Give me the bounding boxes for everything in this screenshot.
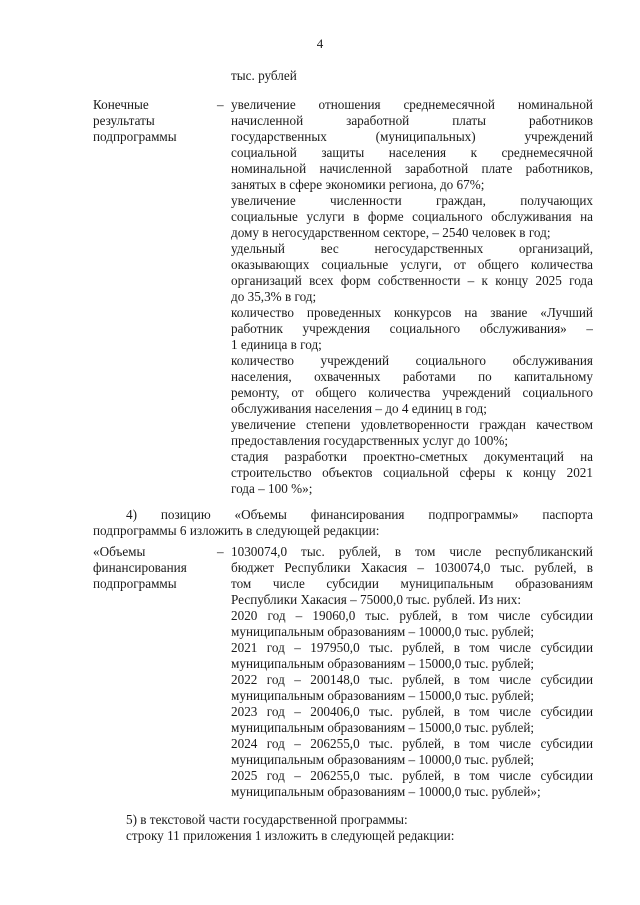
text-line: 2020 год – 19060,0 тыс. рублей, в том числе субсидии bbox=[231, 608, 593, 623]
text-line: 2021 год – 197950,0 тыс. рублей, в том числе субсидии bbox=[231, 640, 593, 655]
text-line: количество учреждений социального обслуживания bbox=[231, 353, 593, 368]
text-line: бюджет Республики Хакасия – 1030074,0 тыс. рублей, в bbox=[231, 560, 593, 575]
section1-label-line: Конечные bbox=[93, 97, 149, 112]
section1-label bbox=[93, 97, 177, 145]
text-line: количество проведенных конкурсов на звание «Лучший bbox=[231, 305, 593, 320]
section2-dash: – bbox=[217, 544, 224, 559]
text-line: муниципальным образованиям – 10000,0 тыс. рублей»; bbox=[231, 784, 541, 799]
section1-label-line: результаты bbox=[93, 113, 155, 128]
section2-label-line: подпрограммы bbox=[93, 576, 177, 591]
paragraph4-line2: подпрограммы 6 изложить в следующей редакции: bbox=[93, 523, 380, 538]
section1-label-line: подпрограммы bbox=[93, 129, 177, 144]
text-line: до 35,3% в год; bbox=[231, 289, 317, 304]
carry-over-line: тыс. рублей bbox=[231, 68, 297, 83]
text-line: обслуживания населения – до 4 единиц в год; bbox=[231, 401, 487, 416]
paragraph5-line2: строку 11 приложения 1 изложить в следующей редакции: bbox=[126, 828, 455, 843]
text-line: организаций всех форм собственности – к концу 2025 года bbox=[231, 273, 593, 288]
text-line: начисленной заработной платы работников bbox=[231, 113, 593, 128]
text-line: муниципальным образованиям – 15000,0 тыс. рублей; bbox=[231, 688, 535, 703]
text-line: 1 единица в год; bbox=[231, 337, 322, 352]
text-line: увеличение численности граждан, получающих bbox=[231, 193, 593, 208]
section1-dash: – bbox=[217, 97, 224, 112]
text-line: социальные услуги в форме социального обслуживания на bbox=[231, 209, 593, 224]
section2-label-line: финансирования bbox=[93, 560, 187, 575]
text-line: предоставления государственных услуг до 100%; bbox=[231, 433, 509, 448]
text-line: ремонту, от общего количества учреждений социального bbox=[231, 385, 593, 400]
text-line: социальной защиты населения к среднемесячной bbox=[231, 145, 593, 160]
text-line: дому в негосударственном секторе, – 2540 человек в год; bbox=[231, 225, 551, 240]
text-line: увеличение отношения среднемесячной номинальной bbox=[231, 97, 593, 112]
text-line: муниципальным образованиям – 15000,0 тыс. рублей; bbox=[231, 656, 535, 671]
text-line: занятых в сфере экономики региона, до 67%; bbox=[231, 177, 485, 192]
section2-text-block bbox=[231, 544, 593, 800]
section1-text-block bbox=[231, 97, 593, 497]
text-line: 2022 год – 200148,0 тыс. рублей, в том числе субсидии bbox=[231, 672, 593, 687]
section2-label-line: «Объемы bbox=[93, 544, 146, 559]
text-line: 2024 год – 206255,0 тыс. рублей, в том числе субсидии bbox=[231, 736, 593, 751]
text-line: муниципальным образованиям – 15000,0 тыс. рублей; bbox=[231, 720, 535, 735]
text-line: работник учреждения социального обслуживания» – bbox=[231, 321, 593, 336]
section2-label bbox=[93, 544, 187, 592]
text-line: стадия разработки проектно-сметных документаций на bbox=[231, 449, 593, 464]
text-line: государственных (муниципальных) учреждений bbox=[231, 129, 593, 144]
text-line: удельный вес негосударственных организаций, bbox=[231, 241, 593, 256]
text-line: 2025 год – 206255,0 тыс. рублей, в том числе субсидии bbox=[231, 768, 593, 783]
text-line: строительство объектов социальной сферы к концу 2021 bbox=[231, 465, 593, 480]
text-line: оказывающих социальные услуги, от общего количества bbox=[231, 257, 593, 272]
text-line: увеличение степени удовлетворенности граждан качеством bbox=[231, 417, 593, 432]
text-line: 2023 год – 200406,0 тыс. рублей, в том числе субсидии bbox=[231, 704, 593, 719]
paragraph5-line1: 5) в текстовой части государственной программы: bbox=[126, 812, 408, 827]
paragraph4-line1: 4) позицию «Объемы финансирования подпрограммы» паспорта bbox=[126, 507, 593, 522]
text-line: муниципальным образованиям – 10000,0 тыс. рублей; bbox=[231, 624, 535, 639]
text-line: населения, охваченных работами по капитальному bbox=[231, 369, 593, 384]
text-line: номинальной начисленной заработной плате работников, bbox=[231, 161, 593, 176]
text-line: том числе субсидии муниципальным образованиям bbox=[231, 576, 593, 591]
text-line: муниципальным образованиям – 10000,0 тыс. рублей; bbox=[231, 752, 535, 767]
page-number: 4 bbox=[316, 36, 324, 51]
text-line: Республики Хакасия – 75000,0 тыс. рублей. Из них: bbox=[231, 592, 521, 607]
text-line: 1030074,0 тыс. рублей, в том числе республиканский bbox=[231, 544, 593, 559]
text-line: года – 100 %»; bbox=[231, 481, 313, 496]
